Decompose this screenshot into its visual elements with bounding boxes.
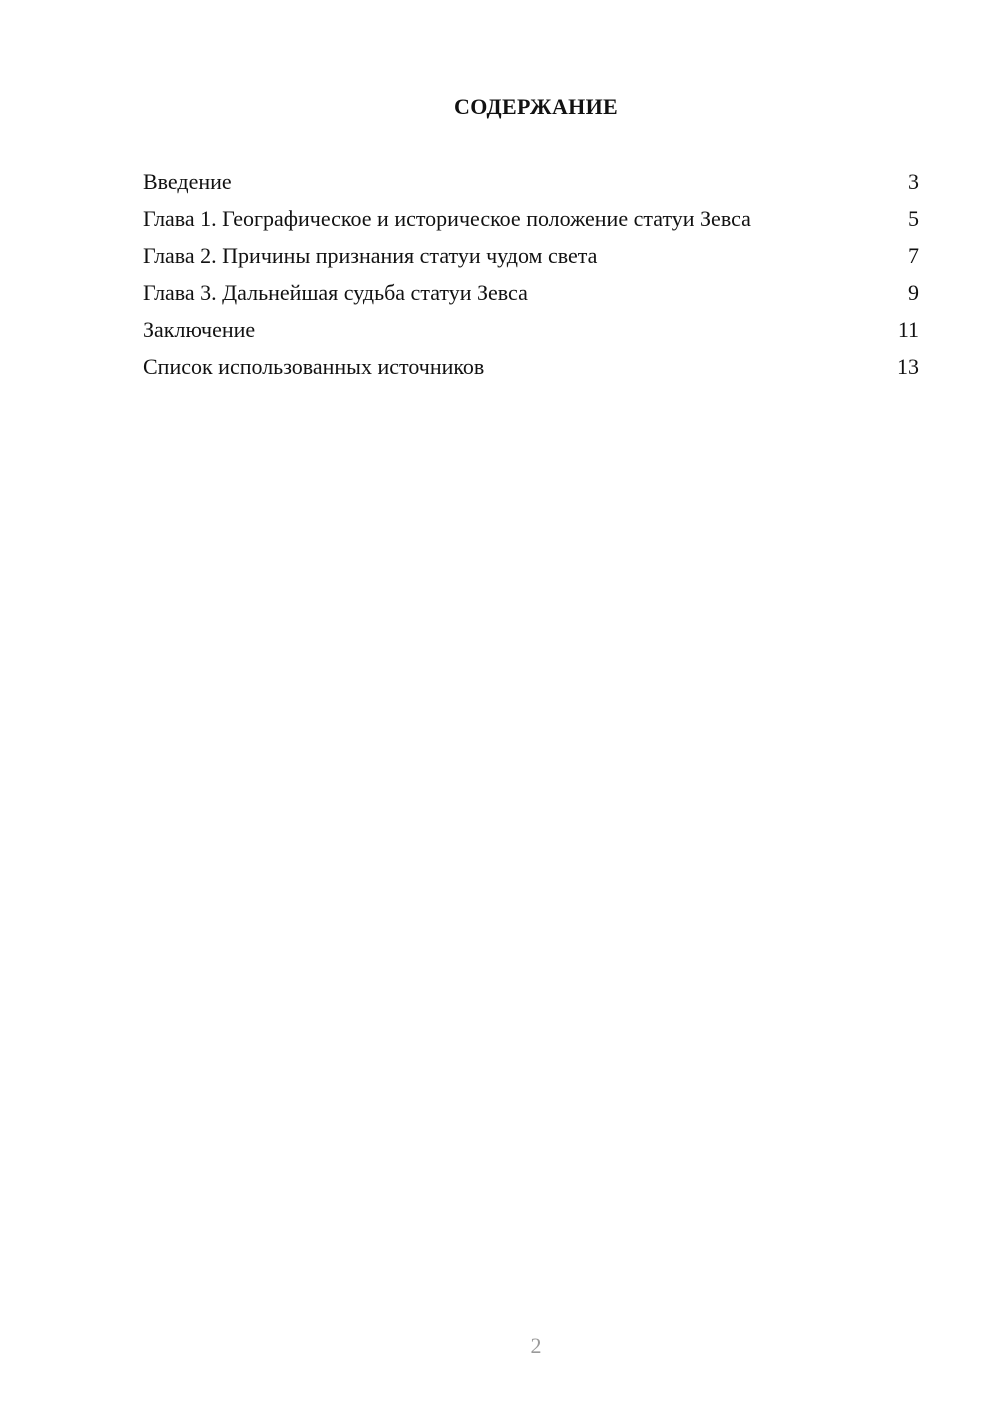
toc-entry-title: Глава 1. Географическое и историческое положение статуи Зевса — [143, 206, 751, 231]
toc-entry-page: 5 — [908, 206, 919, 231]
toc-entry-page: 9 — [908, 280, 919, 305]
toc-entry-conclusion — [143, 316, 919, 343]
page-title: СОДЕРЖАНИЕ — [454, 94, 618, 119]
toc-entry-page: 13 — [897, 354, 919, 379]
toc-entry-introduction — [143, 168, 919, 195]
toc-entry-references — [143, 353, 919, 380]
toc-entry-chapter-1 — [143, 205, 919, 232]
toc-entry-title: Заключение — [143, 317, 256, 342]
toc-entry-title: Введение — [143, 169, 232, 194]
toc-entry-title: Список использованных источников — [143, 354, 485, 379]
toc-entry-title: Глава 3. Дальнейшая судьба статуи Зевса — [143, 280, 528, 305]
toc-entry-page: 11 — [897, 317, 919, 342]
toc-entry-title: Глава 2. Причины признания статуи чудом света — [143, 243, 598, 268]
page-number: 2 — [530, 1333, 542, 1358]
toc-entry-chapter-3 — [143, 279, 919, 306]
toc-entry-chapter-2 — [143, 242, 919, 269]
table-of-contents — [143, 168, 919, 390]
toc-entry-page: 3 — [908, 169, 919, 194]
toc-entry-page: 7 — [908, 243, 919, 268]
